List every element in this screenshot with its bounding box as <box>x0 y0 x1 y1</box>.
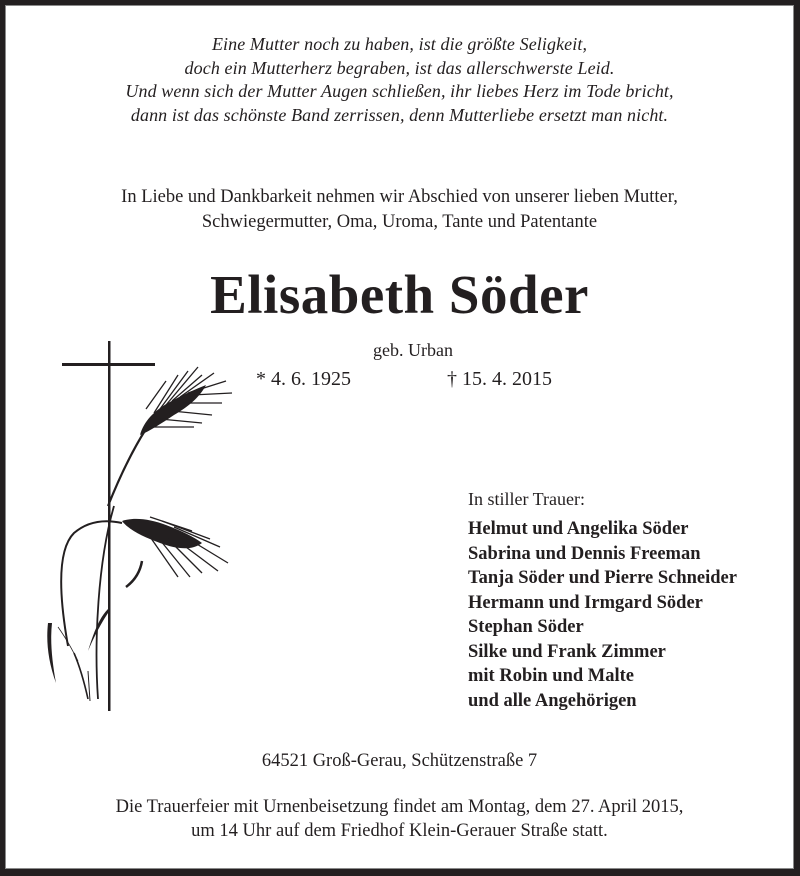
mourner-name: und alle Angehörigen <box>468 690 637 711</box>
family-address: 64521 Groß-Gerau, Schützenstraße 7 <box>261 751 538 771</box>
maiden-name: geb. Urban <box>373 340 453 360</box>
funeral-line: Die Trauerfeier mit Urnenbeisetzung findet am Montag, dem 27. April 2015, <box>115 797 684 817</box>
poem-line: Eine Mutter noch zu haben, ist die größte Seligkeit, <box>211 34 588 54</box>
mourner-name: Silke und Frank Zimmer <box>468 641 666 662</box>
mourner-name: Helmut und Angelika Söder <box>468 519 689 539</box>
poem-line: doch ein Mutterherz begraben, ist das allerschwerste Leid. <box>184 57 615 78</box>
mourner-name: Stephan Söder <box>468 617 584 637</box>
intro-line: Schwiegermutter, Oma, Uroma, Tante und Patentante <box>201 211 598 232</box>
deceased-name: Elisabeth Söder <box>210 264 589 325</box>
mourners-label: In stiller Trauer: <box>468 489 585 509</box>
mourner-name: mit Robin und Malte <box>468 666 635 686</box>
cross-with-wheat-icon <box>42 341 242 721</box>
death-date: † 15. 4. 2015 <box>447 368 552 390</box>
obituary-page <box>5 5 794 869</box>
mourner-name: Hermann und Irmgard Söder <box>468 592 703 613</box>
mourners-list <box>468 517 737 713</box>
funeral-line: um 14 Uhr auf dem Friedhof Klein-Gerauer Straße statt. <box>191 821 608 841</box>
mourner-name: Sabrina und Dennis Freeman <box>468 543 701 564</box>
poem-line: dann ist das schönste Band zerrissen, denn Mutterliebe ersetzt man nicht. <box>130 104 669 125</box>
birth-date: * 4. 6. 1925 <box>256 368 351 390</box>
intro-text <box>6 185 793 234</box>
intro-line: In Liebe und Dankbarkeit nehmen wir Abschied von unserer lieben Mutter, <box>121 187 678 207</box>
poem <box>6 33 793 127</box>
mourner-name: Tanja Söder und Pierre Schneider <box>468 568 737 588</box>
mourners-section <box>468 487 737 713</box>
poem-line: Und wenn sich der Mutter Augen schließen, ihr liebes Herz im Tode bricht, <box>125 81 674 101</box>
funeral-notice <box>6 795 793 843</box>
